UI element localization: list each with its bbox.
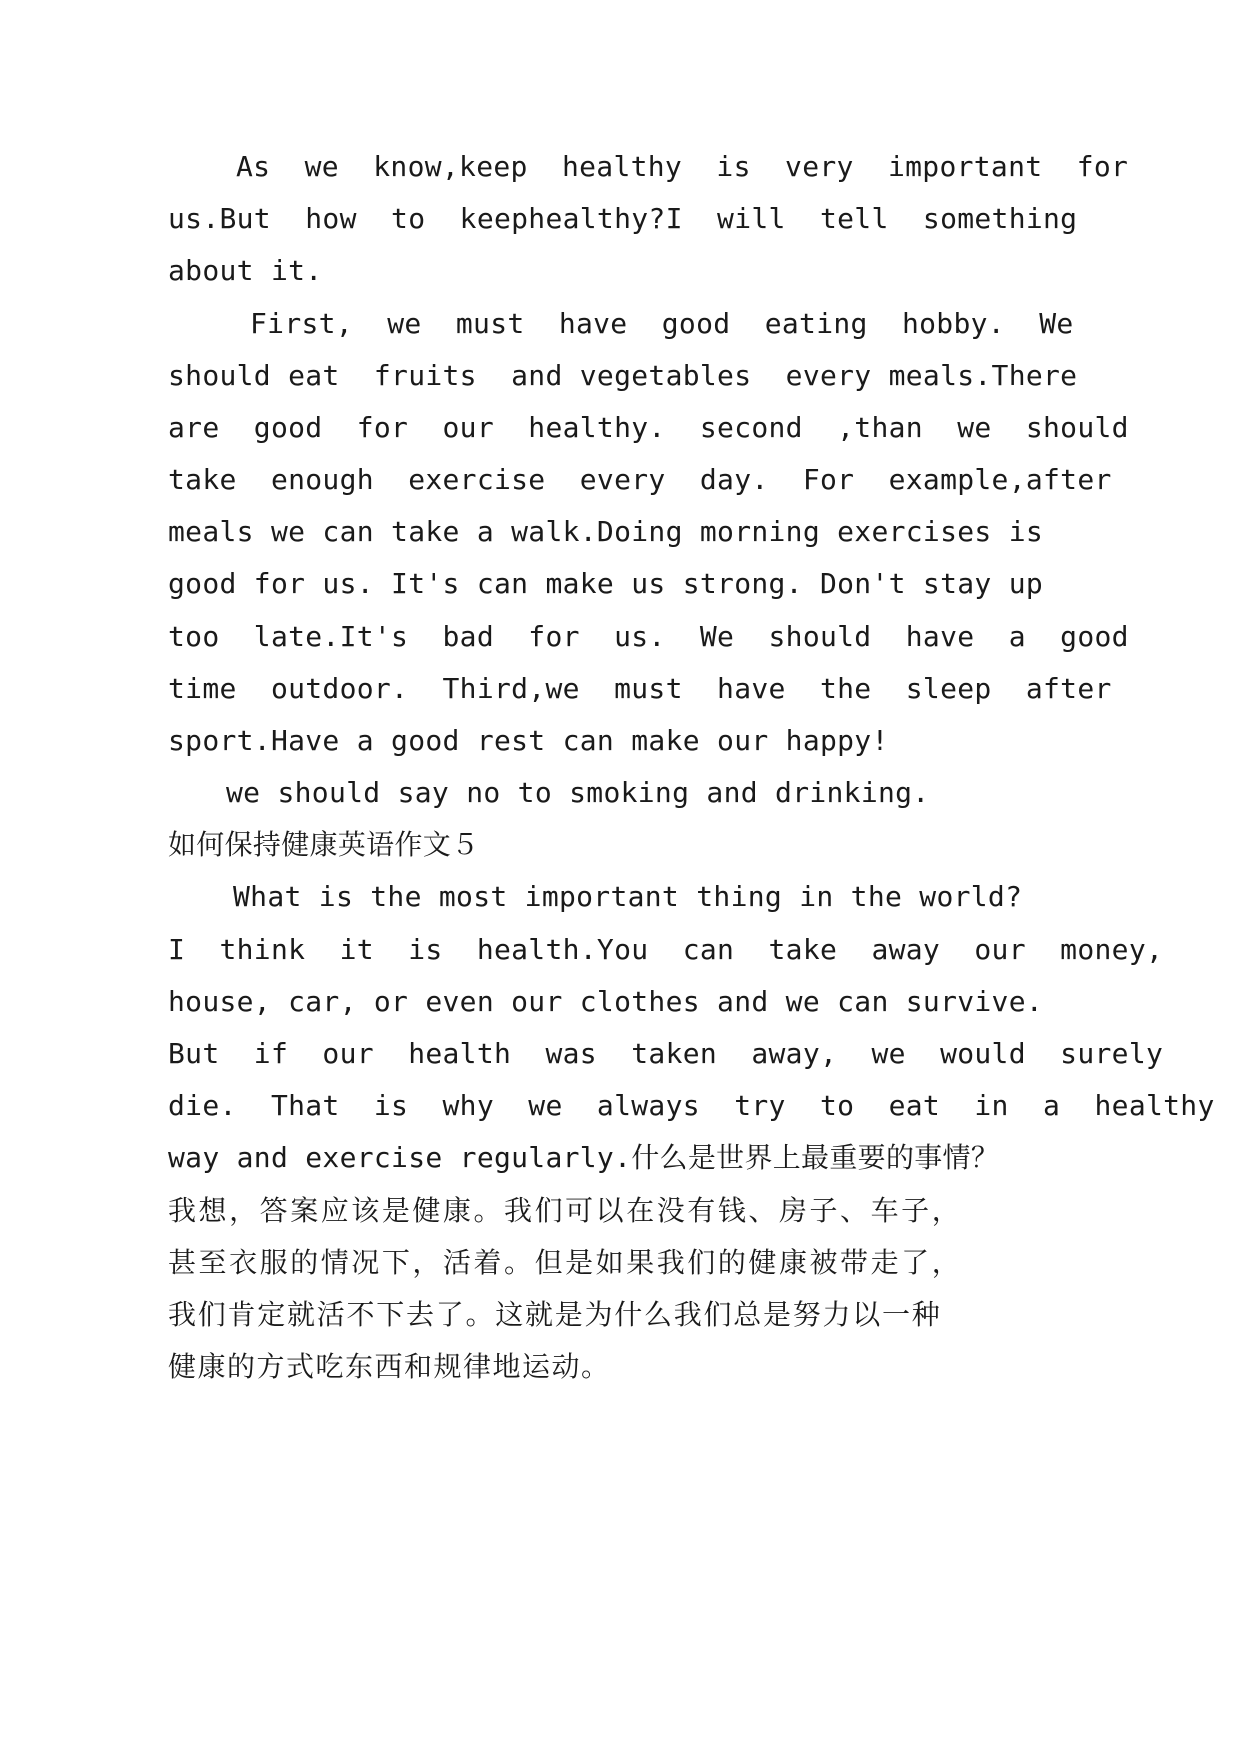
paragraph-4-line-10: 健康的方式吃东西和规律地运动。 (168, 1350, 611, 1383)
paragraph-4-line-3: house, car, or even our clothes and we can survive. (168, 985, 1044, 1018)
paragraph-3-line-1: we should say no to smoking and drinking. (226, 776, 930, 809)
paragraph-2-line-2: should eat fruits and vegetables every meals.There (168, 359, 1078, 392)
paragraph-4-line-2: I think it is health.You can take away our money, (168, 933, 1164, 966)
paragraph-4-line-4: But if our health was taken away, we would surely (168, 1037, 1164, 1070)
paragraph-2-line-6: good for us. It's can make us strong. Don't stay up (168, 567, 1044, 600)
paragraph-4-line-9: 我们肯定就活不下去了。这就是为什么我们总是努力以一种 (168, 1298, 940, 1331)
paragraph-2-line-4: take enough exercise every day. For example,after (168, 463, 1112, 496)
paragraph-1-line-1: As we know,keep healthy is very important for (236, 150, 1129, 183)
paragraph-1-line-3: about it. (168, 254, 323, 287)
paragraph-2-line-5: meals we can take a walk.Doing morning exercises is (168, 515, 1044, 548)
paragraph-4-line-8: 甚至衣服的情况下，活着。但是如果我们的健康被带走了， (168, 1246, 960, 1279)
paragraph-2-line-7: too late.It's bad for us. We should have a good (168, 620, 1129, 653)
paragraph-4-line-1: What is the most important thing in the world? (233, 880, 1023, 913)
paragraph-4-line-6: way and exercise regularly.什么是世界上最重要的事情？ (168, 1141, 1000, 1174)
paragraph-1-line-2: us.But how to keephealthy?I will tell something (168, 202, 1078, 235)
paragraph-4-line-7: 我想，答案应该是健康。我们可以在没有钱、房子、车子， (168, 1194, 960, 1227)
section-heading: 如何保持健康英语作文５ (168, 828, 480, 861)
paragraph-4-line-5: die. That is why we always try to eat in a healthy (168, 1089, 1215, 1122)
paragraph-2-line-9: sport.Have a good rest can make our happy! (168, 724, 889, 757)
paragraph-2-line-3: are good for our healthy. second ,than we should (168, 411, 1129, 444)
paragraph-2-line-1: First, we must have good eating hobby. We (250, 307, 1074, 340)
paragraph-2-line-8: time outdoor. Third,we must have the sleep after (168, 672, 1112, 705)
